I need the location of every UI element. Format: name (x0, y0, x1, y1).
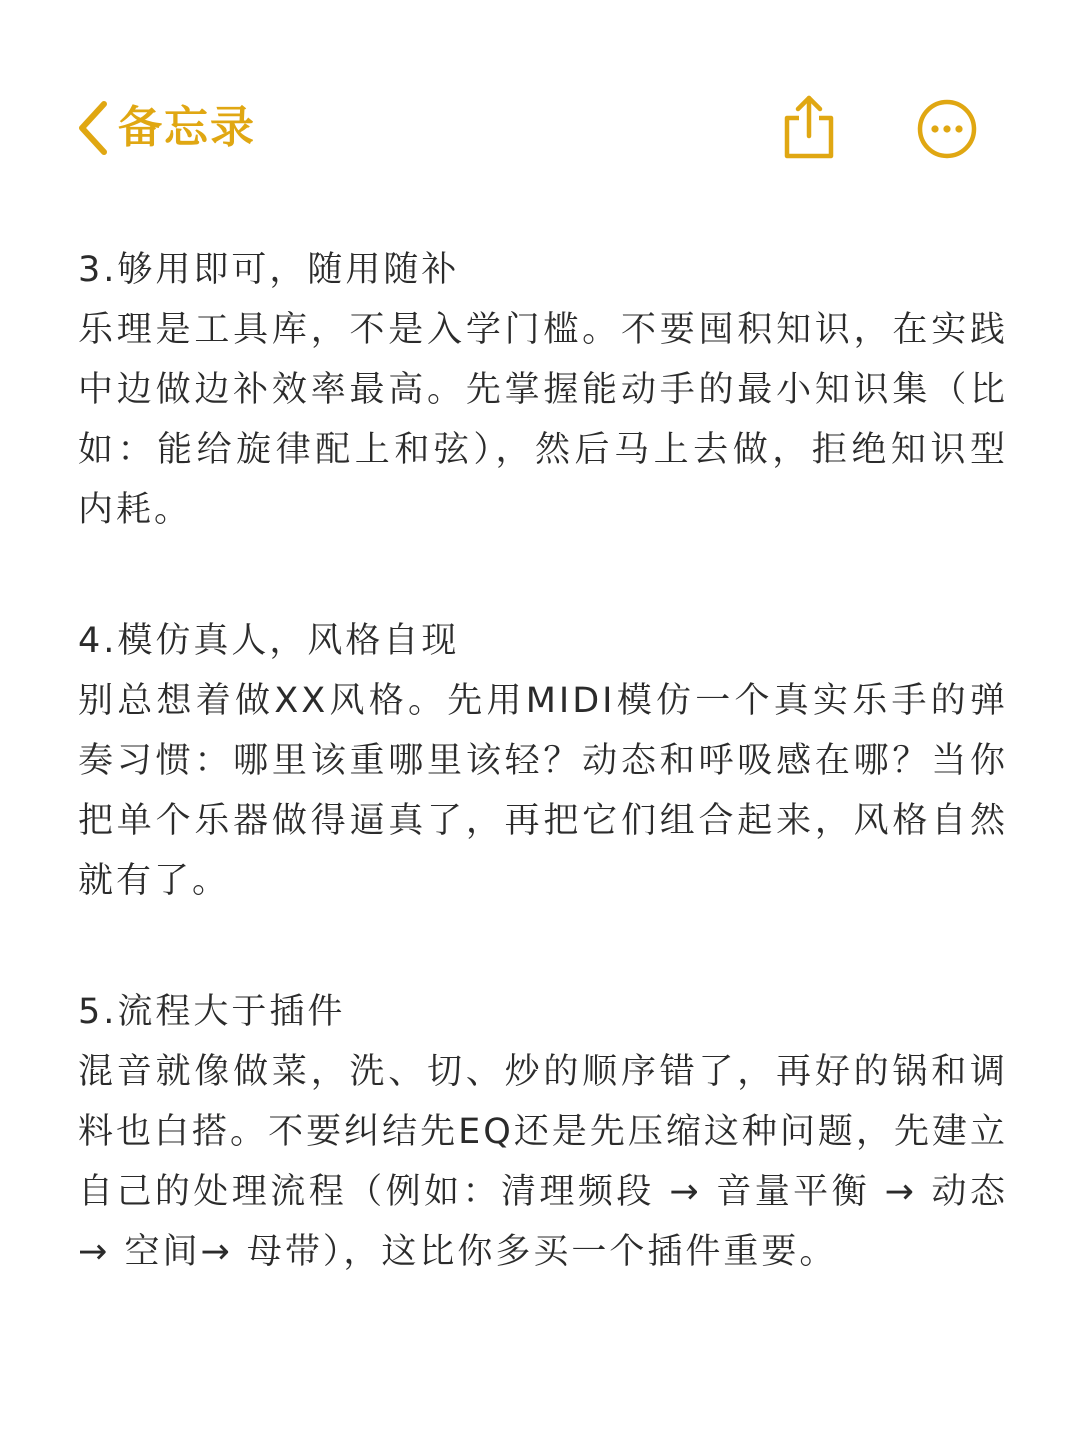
section-title: 3.够用即可，随用随补 (78, 250, 460, 290)
section-body: 乐理是工具库，不是入学门槛。不要囤积知识，在实践中边做边补效率最高。先掌握能动手的最小知识集（比如：能给旋律配上和弦），然后马上去做，拒绝知识型内耗。 (78, 310, 1008, 530)
chevron-left-icon (74, 98, 110, 158)
note-content[interactable] (78, 240, 1008, 1282)
section-title: 5.流程大于插件 (78, 992, 346, 1032)
share-icon (778, 145, 840, 164)
section-body: 混音就像做菜，洗、切、炒的顺序错了，再好的锅和调料也白搭。不要纠结先EQ还是先压缩这种问题，先建立自己的处理流程（例如：清理频段 → 音量平衡 → 动态 → 空间→ 母带），这比你多买一个插件重要。 (78, 1052, 1008, 1272)
back-button[interactable] (74, 96, 256, 160)
ellipsis-circle-icon (912, 147, 982, 166)
back-label: 备忘录 (118, 102, 256, 153)
note-section (78, 982, 1008, 1282)
share-button[interactable] (778, 94, 840, 160)
note-section (78, 240, 1008, 540)
note-section (78, 611, 1008, 911)
section-body: 别总想着做XX风格。先用MIDI模仿一个真实乐手的弹奏习惯：哪里该重哪里该轻？动态和呼吸感在哪？当你把单个乐器做得逼真了，再把它们组合起来，风格自然就有了。 (78, 681, 1008, 901)
section-title: 4.模仿真人，风格自现 (78, 621, 460, 661)
more-button[interactable] (912, 96, 982, 162)
navigation-bar (0, 0, 1080, 200)
